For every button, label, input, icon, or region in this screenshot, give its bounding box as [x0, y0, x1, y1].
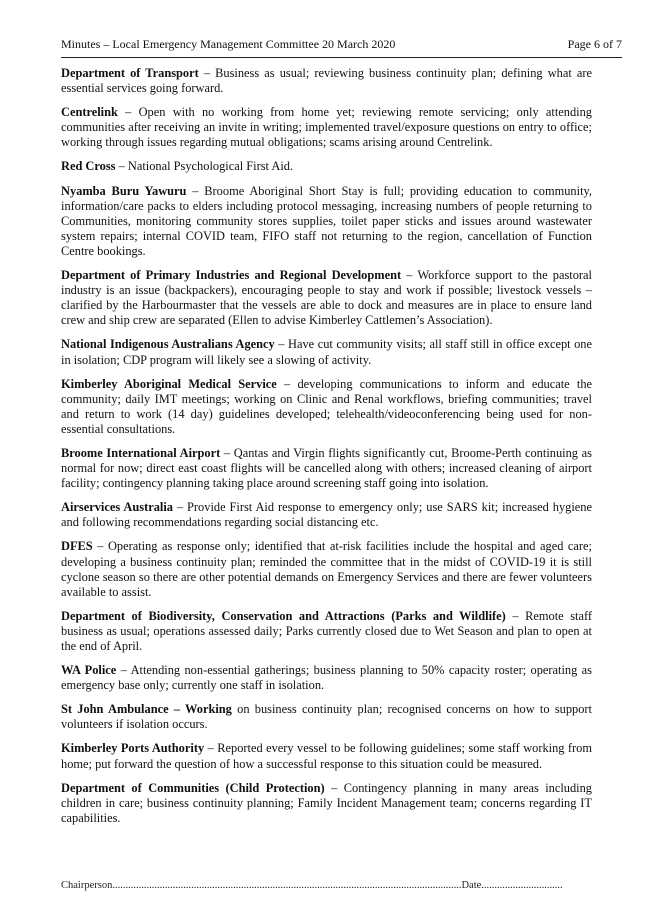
agency-name: Department of Primary Industries and Regional Development: [61, 268, 402, 283]
separator: –: [198, 66, 216, 80]
agency-update: Open with no working from home yet; reviewing remote servicing; only attending communities after receiving an invite in writing; implemented travel/exposure questions on entry to office; working through issues regarding mutual obligations; scams arising around Centrelink.: [61, 105, 593, 150]
agency-report: [61, 781, 592, 826]
signature-line: [61, 880, 563, 891]
date-line: Date...............................: [461, 880, 563, 891]
agency-name: Airservices Australia: [61, 500, 173, 515]
agency-report: [61, 337, 592, 367]
separator: –: [220, 445, 234, 460]
agency-name: Centrelink: [61, 105, 118, 120]
agency-name: Department of Biodiversity, Conservation and Attractions (Parks and Wildlife): [61, 608, 506, 623]
agency-name: Department of Transport: [61, 66, 199, 80]
agency-update: Business as usual; reviewing business continuity plan; defining what are essential services going forward.: [61, 66, 592, 96]
header-title: Minutes – Local Emergency Management Committee 20 March 2020: [61, 37, 396, 51]
agency-report: [61, 446, 592, 491]
agency-update: developing communications to inform and educate the community; daily IMT meetings; working on Clinic and Renal workflows, briefing communities; travel and return to work (14 day) guidelines developed; telehealth/videoconferencing being used for non-essential consultations.: [61, 376, 593, 436]
agency-update: Operating as response only; identified that at-risk facilities include the hospital and aged care; developing a business continuity plan; reminded the committee that in the midst of COVID-19 it is still cyclone season so there are other potential demands on Emergency Services and there are fewer volunteers available to assist.: [61, 539, 593, 599]
separator: –: [186, 183, 205, 198]
agency-report: [61, 184, 592, 259]
agency-update: Qantas and Virgin flights significantly cut, Broome-Perth continuing as normal for now; direct east coast flights will be cancelled along with others; increased cleaning of airport facility; contingency planning taking place around screening staff going into isolation.: [61, 445, 592, 491]
minutes-body: [61, 66, 592, 835]
separator: –: [92, 539, 108, 554]
chairperson-line: Chairperson.....................................................................................................................................: [61, 880, 462, 891]
agency-update: Provide First Aid response to emergency only; use SARS kit; increased hygiene and following recommendations regarding social distancing etc.: [61, 500, 592, 530]
agency-name: DFES: [61, 539, 93, 554]
agency-report: [61, 105, 592, 150]
agency-update: Workforce support to the pastoral industry is an issue (backpackers), encouraging people to stay and work if possible; livestock vessels – clarified by the Harbourmaster that the vessels are able to dock and measures are in place to ensure land crew and ship crew are separated (Ellen to advise Kimberley Cattlemen’s Association).: [61, 268, 592, 328]
agency-name: St John Ambulance – Working: [61, 702, 232, 717]
agency-name: Broome International Airport: [61, 445, 221, 460]
page-number: Page 6 of 7: [567, 37, 622, 51]
agency-update: Remote staff business as usual; operations assessed daily; Parks currently closed due to Wet Season and plan to open at the end of April.: [61, 608, 592, 653]
separator: –: [116, 663, 131, 678]
separator: –: [324, 780, 344, 795]
agency-name: Kimberley Aboriginal Medical Service: [61, 376, 277, 391]
separator: –: [276, 376, 298, 391]
agency-report: [61, 377, 592, 437]
agency-update: Broome Aboriginal Short Stay is full; providing education to community, information/care packs to elders including protocol messaging, increasing numbers of people returning to Communities, monitoring community stores supplies, toilet paper sticks and issues around wastewater system repairs; internal COVID team, FIFO staff not returning to the region, cancellation of Function Centre bookings.: [61, 183, 593, 258]
separator: –: [172, 500, 188, 515]
separator: –: [115, 159, 128, 174]
agency-report: [61, 663, 592, 693]
agency-report: [61, 539, 592, 599]
agency-name: Department of Communities (Child Protection): [61, 780, 325, 795]
agency-report: [61, 609, 592, 654]
agency-report: [61, 268, 592, 328]
agency-name: WA Police: [61, 663, 117, 678]
agency-report: [61, 159, 592, 174]
agency-report: [61, 500, 592, 530]
separator: –: [505, 608, 526, 623]
agency-update: on business continuity plan; recognised concerns on how to support volunteers if isolation occurs.: [61, 702, 592, 732]
agency-name: Kimberley Ports Authority: [61, 741, 205, 756]
agency-name: National Indigenous Australians Agency: [61, 337, 275, 352]
agency-report: [61, 702, 592, 732]
separator: –: [401, 268, 418, 283]
agency-update: Have cut community visits; all staff still in office except one in isolation; CDP program will likely see a slowing of activity.: [61, 337, 593, 367]
agency-update: Reported every vessel to be following guidelines; some staff working from home; put forward the question of how a successful response to this situation could be measured.: [61, 741, 593, 771]
agency-update: Attending non-essential gatherings; business planning to 50% capacity roster; operating as emergency base only; currently one staff in isolation.: [61, 663, 592, 693]
agency-report: [61, 66, 592, 96]
separator: –: [117, 105, 139, 120]
separator: –: [204, 741, 218, 756]
agency-update: Contingency planning in many areas including children in care; business continuity planning; Family Incident Management team; concerns regarding IT capabilities.: [61, 780, 593, 825]
agency-report: [61, 741, 592, 771]
separator: –: [274, 337, 289, 352]
page-header: [61, 37, 622, 58]
agency-update: National Psychological First Aid.: [127, 159, 294, 174]
agency-name: Nyamba Buru Yawuru: [61, 183, 187, 198]
agency-name: Red Cross: [61, 159, 116, 174]
